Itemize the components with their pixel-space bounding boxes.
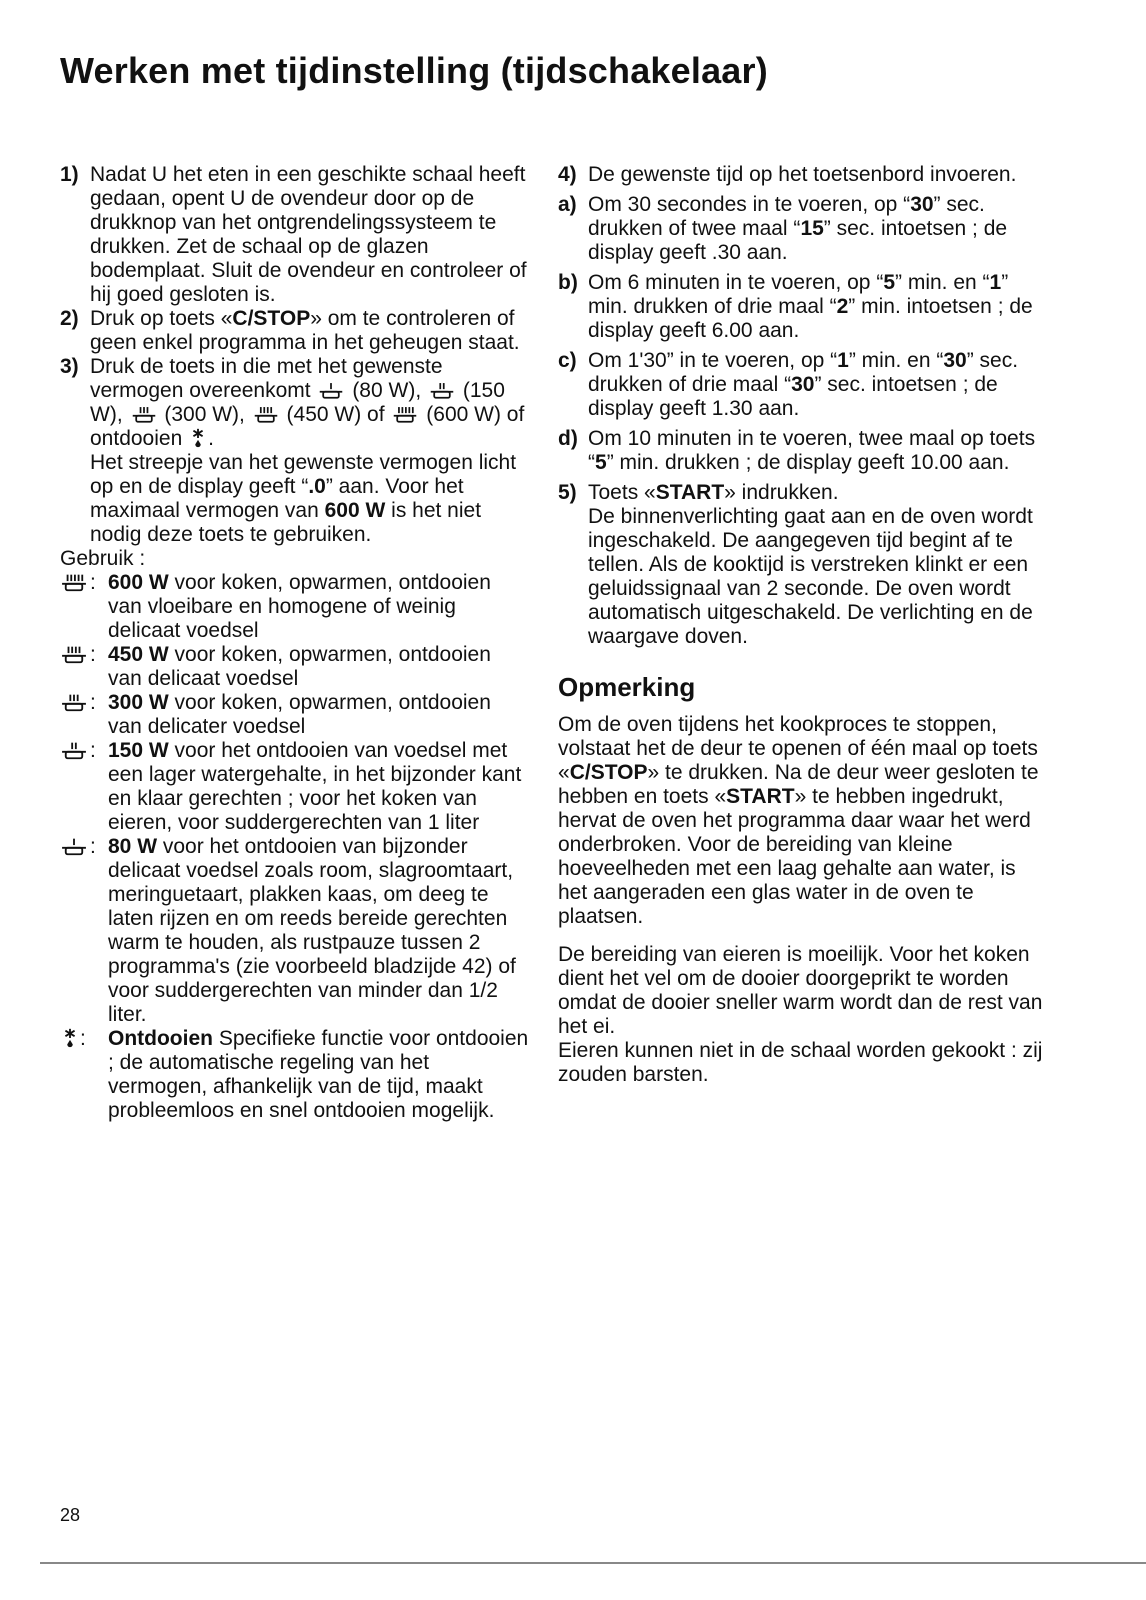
step-text-continued: Het streepje van het gewenste vermogen licht op en de display geeft “.0” aan. Voor het maximaal vermogen van 600 W is het niet nodig deze toets te gebruiken.	[90, 451, 517, 546]
step-text: Druk de toets in die met het gewenste vermogen overeenkomt (80 W), (150 W), (300 W), (450 W) of (600 W) of ontdooien .	[90, 355, 525, 450]
step-3	[60, 355, 530, 547]
step-text: Om 6 minuten in te voeren, op “5” min. en “1” min. drukken of drie maal “2” min. intoetsen ; de display geeft 6.00 aan.	[588, 271, 1033, 342]
usage-item: : 450 W voor koken, opwarmen, ontdooien van delicaat voedsel	[60, 643, 530, 691]
step-text: Om 10 minuten in te voeren, twee maal op toets “5” min. drukken ; de display geeft 10.00 aan.	[588, 427, 1036, 474]
step-letter: a)	[558, 193, 577, 216]
usage-power-label: 450 W	[108, 643, 169, 666]
step-letter: d)	[558, 427, 578, 450]
power-level-0-icon	[318, 379, 344, 401]
usage-item: : 300 W voor koken, opwarmen, ontdooien van delicater voedsel	[60, 691, 530, 739]
step-number: 1)	[60, 163, 79, 186]
usage-item: : Ontdooien Specifieke functie voor ontdooien ; de automatische regeling van het vermogen, afhankelijk van de tijd, maakt probleemloos en snel ontdooien mogelijk.	[60, 1027, 530, 1123]
power-level-1-icon	[60, 739, 88, 767]
step-a	[558, 193, 1048, 265]
step-number: 5)	[558, 481, 577, 504]
step-number: 2)	[60, 307, 79, 330]
usage-heading: Gebruik :	[60, 547, 146, 570]
page-number: 28	[60, 1505, 81, 1525]
power-level-4-icon	[392, 403, 418, 425]
power-level-1-icon	[429, 379, 455, 401]
usage-description: voor het ontdooien van voedsel met een lager watergehalte, in het bijzonder kant en klaar gerechten ; voor het koken van eieren, voor suddergerechten van 1 liter	[108, 739, 522, 834]
power-level-4-icon	[60, 571, 88, 599]
step-letter: c)	[558, 349, 577, 372]
start-key-label: START	[655, 481, 725, 504]
usage-list	[60, 571, 530, 1123]
power-level-2-icon	[131, 403, 157, 425]
usage-description: voor het ontdooien van bijzonder delicaat voedsel zoals room, slagroomtaart, meringuetaart, plakken kaas, om deeg te laten rijzen en om reeds bereide gerechten warm te houden, als rustpauze tussen 2 programma's (zie voorbeeld bladzijde 42) of voor suddergerechten van minder dan 1/2 liter.	[108, 835, 516, 1026]
step-text: Nadat U het eten in een geschikte schaal heeft gedaan, opent U de ovendeur door op de drukknop van het ontgrendelingssysteem te drukken. Zet de schaal op de glazen bodemplaat. Sluit de ovendeur en controleer of hij goed gesloten is.	[90, 163, 527, 306]
usage-item: : 80 W voor het ontdooien van bijzonder delicaat voedsel zoals room, slagroomtaart, meringuetaart, plakken kaas, om deeg te laten rijzen en om reeds bereide gerechten warm te houden, als rustpauze tussen 2 programma's (zie voorbeeld bladzijde 42) of voor suddergerechten van minder dan 1/2 liter.	[60, 835, 530, 1027]
usage-power-label: Ontdooien	[108, 1027, 213, 1050]
usage-power-label: 600 W	[108, 571, 169, 594]
defrost-icon	[60, 1027, 78, 1055]
usage-item: : 600 W voor koken, opwarmen, ontdooien van vloeibare en homogene of weinig delicaat voedsel	[60, 571, 530, 643]
note-heading: Opmerking	[558, 672, 696, 702]
power-level-3-icon	[60, 643, 88, 671]
step-letter: b)	[558, 271, 578, 294]
step-1	[60, 163, 530, 307]
usage-power-label: 150 W	[108, 739, 169, 762]
usage-power-label: 300 W	[108, 691, 169, 714]
power-level-3-icon	[253, 403, 279, 425]
step-c	[558, 349, 1048, 421]
note-paragraph-1: Om de oven tijdens het kookproces te stoppen, volstaat het de deur te openen of één maal op toets «C/STOP» te drukken. Na de deur weer gesloten te hebben en toets «START» te hebben ingedrukt, hervat de oven het programma daar waar het werd onderbroken. Voor de bereiding van kleine hoeveelheden met een laag gehalte aan water, is het aangeraden een glas water in de oven te plaatsen.	[558, 713, 1039, 928]
power-level-2-icon	[60, 691, 88, 719]
left-column	[60, 163, 530, 1123]
usage-description: Specifieke functie voor ontdooien ; de automatische regeling van het vermogen, afhankelijk van de tijd, maakt probleemloos en snel ontdooien mogelijk.	[108, 1027, 529, 1122]
usage-description: voor koken, opwarmen, ontdooien van vloeibare en homogene of weinig delicaat voedsel	[108, 571, 491, 642]
power-level-0-icon	[60, 835, 88, 863]
usage-description: voor koken, opwarmen, ontdooien van delicater voedsel	[108, 691, 491, 738]
usage-power-label: 80 W	[108, 835, 158, 858]
step-text: Om 1'30” in te voeren, op “1” min. en “30” sec. drukken of drie maal “30” sec. intoetsen ; de display geeft 1.30 aan.	[588, 349, 1019, 420]
page-title: Werken met tijdinstelling (tijdschakelaar)	[60, 50, 768, 91]
cstop-key-label: C/STOP	[232, 307, 311, 330]
usage-description: voor koken, opwarmen, ontdooien van delicaat voedsel	[108, 643, 491, 690]
step-b	[558, 271, 1048, 343]
note-paragraph-3: Eieren kunnen niet in de schaal worden gekookt : zij zouden barsten.	[558, 1039, 1043, 1086]
step-4	[558, 163, 1048, 187]
right-column	[558, 163, 1048, 1101]
step-2	[60, 307, 530, 355]
usage-item: : 150 W voor het ontdooien van voedsel met een lager watergehalte, in het bijzonder kant en klaar gerechten ; voor het koken van eieren, voor suddergerechten van 1 liter	[60, 739, 530, 835]
step-text: De gewenste tijd op het toetsenbord invoeren.	[588, 163, 1017, 186]
step-number: 4)	[558, 163, 577, 186]
defrost-icon	[190, 427, 206, 449]
step-text: Toets «START» indrukken.	[588, 481, 839, 504]
step-5	[558, 481, 1048, 649]
step-d	[558, 427, 1048, 475]
step-text: Druk op toets «C/STOP» om te controleren of geen enkel programma in het geheugen staat.	[90, 307, 520, 354]
step-number: 3)	[60, 355, 79, 378]
footer-divider	[40, 1562, 1146, 1564]
note-paragraph-2: De bereiding van eieren is moeilijk. Voor het koken dient het vel om de dooier doorgeprikt te worden omdat de dooier sneller warm wordt dan de rest van het ei.	[558, 943, 1043, 1038]
step-text-continued: De binnenverlichting gaat aan en de oven wordt ingeschakeld. De aangegeven tijd begint af te tellen. Als de kooktijd is verstreken klinkt er een geluidssignaal van 2 seconde. De oven wordt automatisch uitgeschakeld. De verlichting en de waargave doven.	[588, 505, 1033, 648]
step-text: Om 30 secondes in te voeren, op “30” sec. drukken of twee maal “15” sec. intoetsen ; de display geeft .30 aan.	[588, 193, 1008, 264]
